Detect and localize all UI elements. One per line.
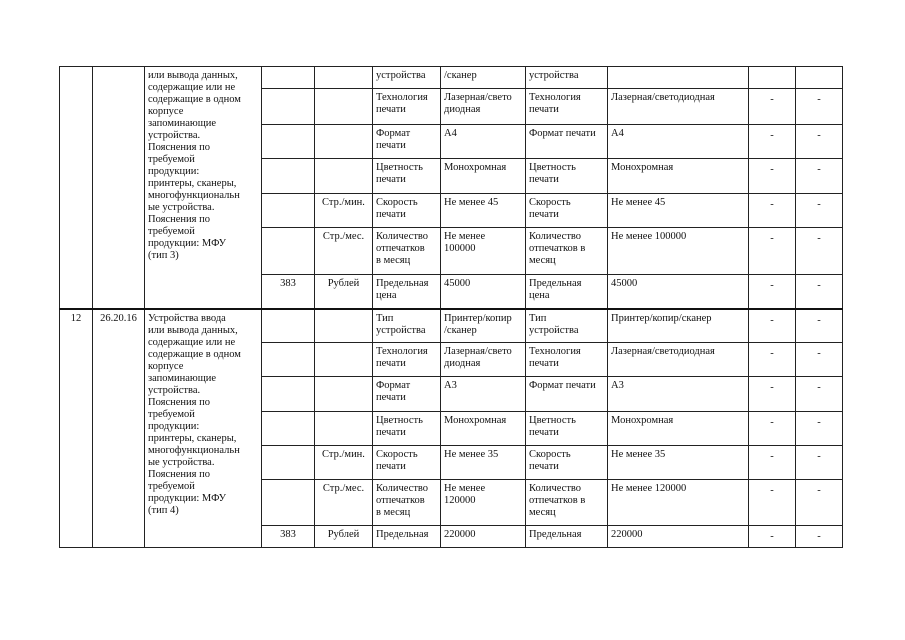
- okei-code-cell: [262, 228, 315, 275]
- value-approved-cell: А3: [608, 377, 749, 412]
- characteristic-cell: Предельная цена: [373, 275, 441, 309]
- value-approved-cell: Не менее 45: [608, 194, 749, 228]
- value-cell: Лазерная/свето диодная: [441, 343, 526, 377]
- justification-cell: [749, 67, 796, 89]
- okei-code-cell: [262, 89, 315, 125]
- value-approved-cell: Монохромная: [608, 412, 749, 446]
- value-approved-cell: Не менее 35: [608, 446, 749, 480]
- characteristic-approved-cell: Количество отпечатков в месяц: [526, 228, 608, 275]
- functional-purpose-cell: [796, 67, 843, 89]
- justification-cell: -: [749, 446, 796, 480]
- characteristic-cell: Цветность печати: [373, 159, 441, 194]
- functional-purpose-cell: -: [796, 228, 843, 275]
- row-index-cell: [60, 67, 93, 309]
- justification-cell: -: [749, 412, 796, 446]
- justification-cell: -: [749, 89, 796, 125]
- characteristic-approved-cell: Формат печати: [526, 377, 608, 412]
- value-cell: Монохромная: [441, 159, 526, 194]
- characteristic-cell: Технология печати: [373, 89, 441, 125]
- characteristic-approved-cell: Цветность печати: [526, 412, 608, 446]
- table-row: [60, 67, 843, 89]
- justification-cell: -: [749, 275, 796, 309]
- value-cell: Не менее 45: [441, 194, 526, 228]
- functional-purpose-cell: -: [796, 446, 843, 480]
- okei-code-cell: [262, 343, 315, 377]
- value-cell: /сканер: [441, 67, 526, 89]
- characteristic-approved-cell: Цветность печати: [526, 159, 608, 194]
- requirements-table: [59, 66, 843, 548]
- characteristic-cell: Технология печати: [373, 343, 441, 377]
- value-cell: Лазерная/свето диодная: [441, 89, 526, 125]
- unit-cell: [315, 412, 373, 446]
- justification-cell: -: [749, 159, 796, 194]
- unit-cell: Стр./мес.: [315, 228, 373, 275]
- characteristic-cell: устройства: [373, 67, 441, 89]
- unit-cell: [315, 159, 373, 194]
- value-approved-cell: Монохромная: [608, 159, 749, 194]
- okei-code-cell: 383: [262, 526, 315, 548]
- characteristic-cell: Скорость печати: [373, 194, 441, 228]
- row-index-cell: 12: [60, 309, 93, 548]
- characteristic-approved-cell: Тип устройства: [526, 309, 608, 343]
- unit-cell: Рублей: [315, 275, 373, 309]
- functional-purpose-cell: -: [796, 412, 843, 446]
- value-approved-cell: 220000: [608, 526, 749, 548]
- value-approved-cell: А4: [608, 125, 749, 159]
- justification-cell: -: [749, 343, 796, 377]
- value-cell: Не менее 120000: [441, 480, 526, 526]
- characteristic-approved-cell: Предельная: [526, 526, 608, 548]
- justification-cell: -: [749, 480, 796, 526]
- value-cell: Не менее 35: [441, 446, 526, 480]
- value-cell: А3: [441, 377, 526, 412]
- product-description-cell: Устройства ввода или вывода данных, содержащие или не содержащие в одном корпусе запоминающие устройства. Пояснения по требуемой продукции: принтеры, сканеры, многофункциональн ые устройства. Пояснения по требуемой продукции: МФУ (тип 4): [145, 309, 262, 548]
- product-description-cell: или вывода данных, содержащие или не содержащие в одном корпусе запоминающие устройства. Пояснения по требуемой продукции: принтеры, сканеры, многофункциональн ые устройства. Пояснения по требуемой продукции: МФУ (тип 3): [145, 67, 262, 309]
- unit-cell: Рублей: [315, 526, 373, 548]
- characteristic-approved-cell: Скорость печати: [526, 194, 608, 228]
- characteristic-cell: Предельная: [373, 526, 441, 548]
- unit-cell: [315, 309, 373, 343]
- justification-cell: -: [749, 125, 796, 159]
- functional-purpose-cell: -: [796, 275, 843, 309]
- okei-code-cell: [262, 412, 315, 446]
- unit-cell: [315, 67, 373, 89]
- okei-code-cell: [262, 446, 315, 480]
- functional-purpose-cell: -: [796, 526, 843, 548]
- value-approved-cell: 45000: [608, 275, 749, 309]
- functional-purpose-cell: -: [796, 125, 843, 159]
- characteristic-approved-cell: Технология печати: [526, 89, 608, 125]
- unit-cell: Стр./мин.: [315, 194, 373, 228]
- characteristic-approved-cell: Технология печати: [526, 343, 608, 377]
- value-approved-cell: Не менее 100000: [608, 228, 749, 275]
- block-mfu-type-3: [60, 67, 843, 309]
- functional-purpose-cell: -: [796, 194, 843, 228]
- okei-code-cell: [262, 125, 315, 159]
- characteristic-cell: Количество отпечатков в месяц: [373, 480, 441, 526]
- justification-cell: -: [749, 309, 796, 343]
- value-cell: Не менее 100000: [441, 228, 526, 275]
- value-cell: Принтер/копир /сканер: [441, 309, 526, 343]
- justification-cell: -: [749, 377, 796, 412]
- value-cell: А4: [441, 125, 526, 159]
- okei-code-cell: [262, 377, 315, 412]
- characteristic-cell: Тип устройства: [373, 309, 441, 343]
- characteristic-cell: Скорость печати: [373, 446, 441, 480]
- characteristic-cell: Формат печати: [373, 377, 441, 412]
- unit-cell: [315, 343, 373, 377]
- characteristic-approved-cell: устройства: [526, 67, 608, 89]
- characteristic-cell: Количество отпечатков в месяц: [373, 228, 441, 275]
- okei-code-cell: [262, 480, 315, 526]
- okei-code-cell: [262, 67, 315, 89]
- characteristic-cell: Формат печати: [373, 125, 441, 159]
- justification-cell: -: [749, 194, 796, 228]
- functional-purpose-cell: -: [796, 343, 843, 377]
- unit-cell: [315, 377, 373, 412]
- value-approved-cell: Лазерная/светодиодная: [608, 89, 749, 125]
- okei-code-cell: [262, 309, 315, 343]
- unit-cell: [315, 89, 373, 125]
- characteristic-approved-cell: Предельная цена: [526, 275, 608, 309]
- functional-purpose-cell: -: [796, 89, 843, 125]
- unit-cell: [315, 125, 373, 159]
- block-mfu-type-4: [60, 309, 843, 548]
- functional-purpose-cell: -: [796, 377, 843, 412]
- value-cell: 45000: [441, 275, 526, 309]
- justification-cell: -: [749, 228, 796, 275]
- functional-purpose-cell: -: [796, 159, 843, 194]
- value-approved-cell: Не менее 120000: [608, 480, 749, 526]
- justification-cell: -: [749, 526, 796, 548]
- functional-purpose-cell: -: [796, 480, 843, 526]
- characteristic-approved-cell: Скорость печати: [526, 446, 608, 480]
- value-approved-cell: [608, 67, 749, 89]
- characteristic-cell: Цветность печати: [373, 412, 441, 446]
- unit-cell: Стр./мин.: [315, 446, 373, 480]
- okpd-code-cell: [93, 67, 145, 309]
- okei-code-cell: [262, 159, 315, 194]
- value-cell: 220000: [441, 526, 526, 548]
- table-row: [60, 309, 843, 343]
- functional-purpose-cell: -: [796, 309, 843, 343]
- value-approved-cell: Лазерная/светодиодная: [608, 343, 749, 377]
- characteristic-approved-cell: Количество отпечатков в месяц: [526, 480, 608, 526]
- unit-cell: Стр./мес.: [315, 480, 373, 526]
- okei-code-cell: 383: [262, 275, 315, 309]
- value-approved-cell: Принтер/копир/сканер: [608, 309, 749, 343]
- characteristic-approved-cell: Формат печати: [526, 125, 608, 159]
- okpd-code-cell: 26.20.16: [93, 309, 145, 548]
- value-cell: Монохромная: [441, 412, 526, 446]
- okei-code-cell: [262, 194, 315, 228]
